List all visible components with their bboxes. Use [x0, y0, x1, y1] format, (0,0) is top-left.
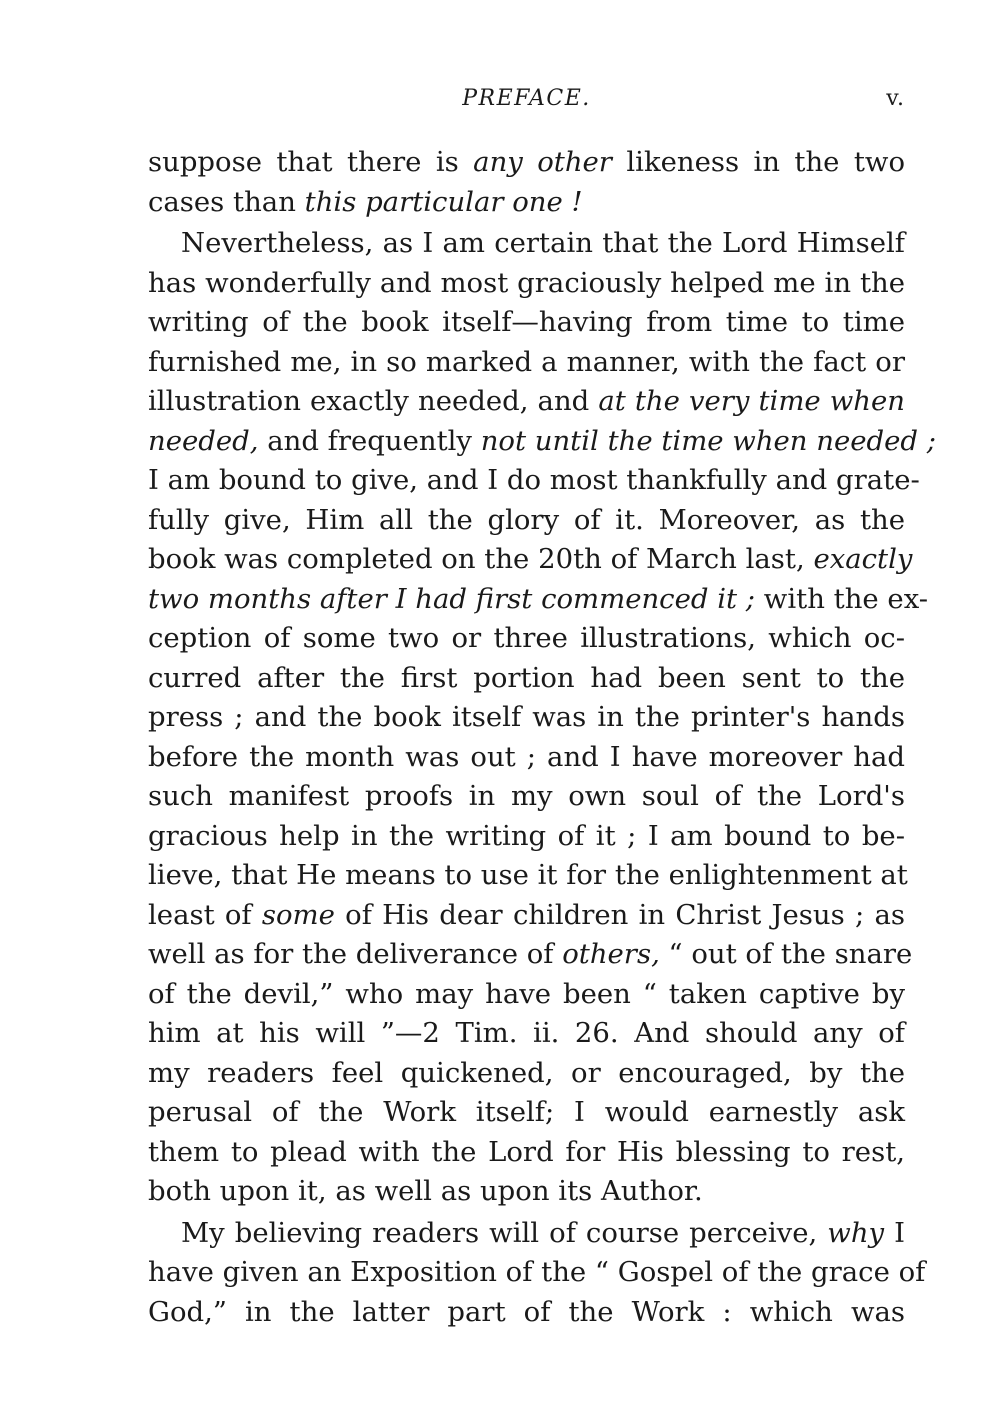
body-text	[148, 143, 937, 1332]
page-number: v.	[886, 86, 905, 111]
text-line: fully give, Him all the glory of it. Moreover, as the	[148, 503, 905, 536]
running-header	[148, 86, 905, 116]
text-line: cases than this particular one !	[148, 185, 583, 218]
text-line: lieve, that He means to use it for the enlightenment at	[148, 859, 908, 891]
text-line: ception of some two or three illustrations, which oc-	[148, 622, 905, 654]
text-line: such manifest proofs in my own soul of the Lord's	[148, 780, 905, 812]
text-line: before the month was out ; and I have moreover had	[148, 740, 905, 773]
text-line: both upon it, as well as upon its Author.	[148, 1175, 703, 1207]
text-line: book was completed on the 20th of March last, exactly	[148, 543, 913, 575]
text-line: have given an Exposition of the “ Gospel of the grace of	[148, 1256, 926, 1288]
text-line: I am bound to give, and I do most thankfully and grate-	[148, 464, 920, 496]
text-line: my readers feel quickened, or encouraged, by the	[148, 1056, 905, 1089]
text-line: least of some of His dear children in Christ Jesus ; as	[148, 898, 905, 931]
text-line: well as for the deliverance of others, “ out of the snare	[148, 938, 913, 970]
paragraph-start-line: Nevertheless, as I am certain that the Lord Himself	[181, 227, 905, 259]
text-line: press ; and the book itself was in the printer's hands	[148, 701, 905, 733]
paragraph-start-line: My believing readers will of course perceive, why I	[181, 1216, 905, 1249]
text-line: two months after I had first commenced it ; with the ex-	[148, 582, 929, 615]
text-line: them to plead with the Lord for His blessing to rest,	[148, 1135, 905, 1168]
text-line: curred after the first portion had been sent to the	[148, 661, 905, 694]
text-line: God,” in the latter part of the Work : which was	[148, 1295, 905, 1328]
text-line: needed, and frequently not until the time when needed ;	[148, 424, 937, 457]
running-title: PREFACE.	[462, 86, 591, 111]
text-line: of the devil,” who may have been “ taken captive by	[148, 977, 905, 1010]
text-line: him at his will ”—2 Tim. ii. 26. And should any of	[148, 1017, 905, 1049]
text-line: illustration exactly needed, and at the very time when	[148, 385, 905, 417]
text-line: gracious help in the writing of it ; I am bound to be-	[148, 819, 905, 852]
text-line: writing of the book itself—having from time to time	[148, 306, 905, 338]
text-line: has wonderfully and most graciously helped me in the	[148, 266, 905, 299]
text-line: perusal of the Work itself; I would earnestly ask	[148, 1096, 905, 1128]
text-line: furnished me, in so marked a manner, with the fact or	[148, 345, 905, 378]
text-line: suppose that there is any other likeness in the two	[148, 146, 906, 178]
